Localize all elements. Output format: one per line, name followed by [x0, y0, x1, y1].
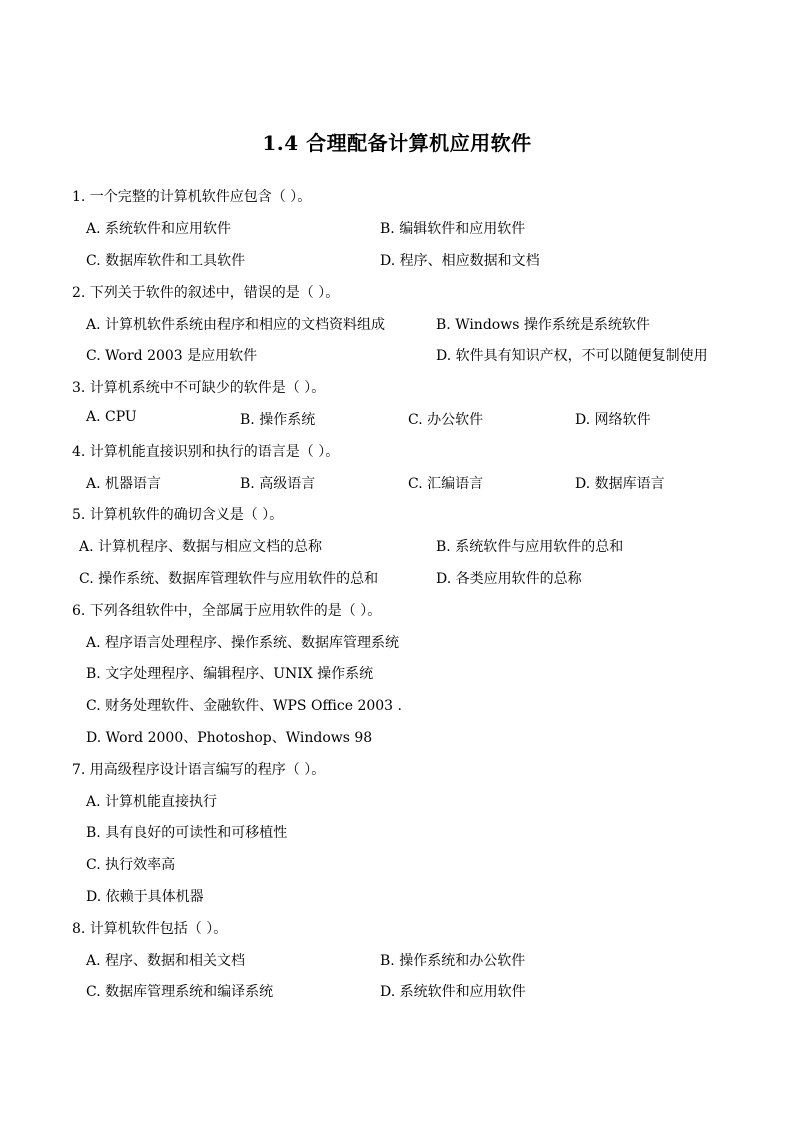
- question-5-option-c: C. 操作系统、数据库管理软件与应用软件的总和: [79, 571, 379, 587]
- question-5-stem: 5. 计算机软件的确切含义是（ ）。: [72, 507, 284, 523]
- question-1-option-b: B. 编辑软件和应用软件: [380, 221, 526, 237]
- question-8-stem: 8. 计算机软件包括（ ）。: [72, 921, 228, 937]
- question-2-option-d: D. 软件具有知识产权，不可以随便复制使用: [436, 348, 708, 364]
- question-1-option-d: D. 程序、相应数据和文档: [380, 253, 540, 269]
- question-3-stem: 3. 计算机系统中不可缺少的软件是（ ）。: [72, 380, 326, 396]
- question-6-option-a: A. 程序语言处理程序、操作系统、数据库管理系统: [86, 635, 400, 651]
- question-6-option-c: C. 财务处理软件、金融软件、WPS Office 2003 .: [86, 698, 402, 714]
- question-4-option-c: C. 汇编语言: [408, 476, 484, 492]
- question-7-option-d: D. 依赖于具体机器: [86, 889, 204, 905]
- question-1-stem: 1. 一个完整的计算机软件应包含（ ）。: [72, 189, 312, 205]
- question-2-option-a: A. 计算机软件系统由程序和相应的文档资料组成: [86, 317, 386, 333]
- question-2-option-c: C. Word 2003 是应用软件: [86, 348, 258, 364]
- question-4-option-d: D. 数据库语言: [575, 476, 665, 492]
- question-2-option-b: B. Windows 操作系统是系统软件: [436, 317, 650, 333]
- question-5-option-b: B. 系统软件与应用软件的总和: [436, 539, 624, 555]
- question-4-stem: 4. 计算机能直接识别和执行的语言是（ ）。: [72, 444, 340, 460]
- question-3-option-a: A. CPU: [86, 409, 137, 425]
- question-6-option-d: D. Word 2000、Photoshop、Windows 98: [86, 730, 373, 746]
- question-6-option-b: B. 文字处理程序、编辑程序、UNIX 操作系统: [86, 666, 374, 682]
- question-8-option-d: D. 系统软件和应用软件: [380, 984, 526, 1000]
- question-3-option-b: B. 操作系统: [240, 412, 316, 428]
- question-2-stem: 2. 下列关于软件的叙述中，错误的是（ ）。: [72, 285, 340, 301]
- question-5-option-d: D. 各类应用软件的总称: [436, 571, 582, 587]
- question-5-option-a: A. 计算机程序、数据与相应文档的总称: [79, 539, 323, 555]
- question-1-option-c: C. 数据库软件和工具软件: [86, 253, 246, 269]
- question-7-stem: 7. 用高级程序设计语言编写的程序（ ）。: [72, 762, 326, 778]
- page-title: 1.4 合理配备计算机应用软件: [262, 131, 532, 155]
- question-8-option-b: B. 操作系统和办公软件: [380, 953, 526, 969]
- question-3-option-c: C. 办公软件: [408, 412, 484, 428]
- question-7-option-c: C. 执行效率高: [86, 857, 176, 873]
- question-8-option-a: A. 程序、数据和相关文档: [86, 953, 246, 969]
- question-3-option-d: D. 网络软件: [575, 412, 651, 428]
- question-8-option-c: C. 数据库管理系统和编译系统: [86, 984, 274, 1000]
- question-7-option-a: A. 计算机能直接执行: [86, 794, 218, 810]
- question-4-option-a: A. 机器语言: [86, 476, 162, 492]
- question-7-option-b: B. 具有良好的可读性和可移植性: [86, 825, 288, 841]
- question-1-option-a: A. 系统软件和应用软件: [86, 221, 232, 237]
- question-6-stem: 6. 下列各组软件中，全部属于应用软件的是（ ）。: [72, 603, 382, 619]
- question-4-option-b: B. 高级语言: [240, 476, 316, 492]
